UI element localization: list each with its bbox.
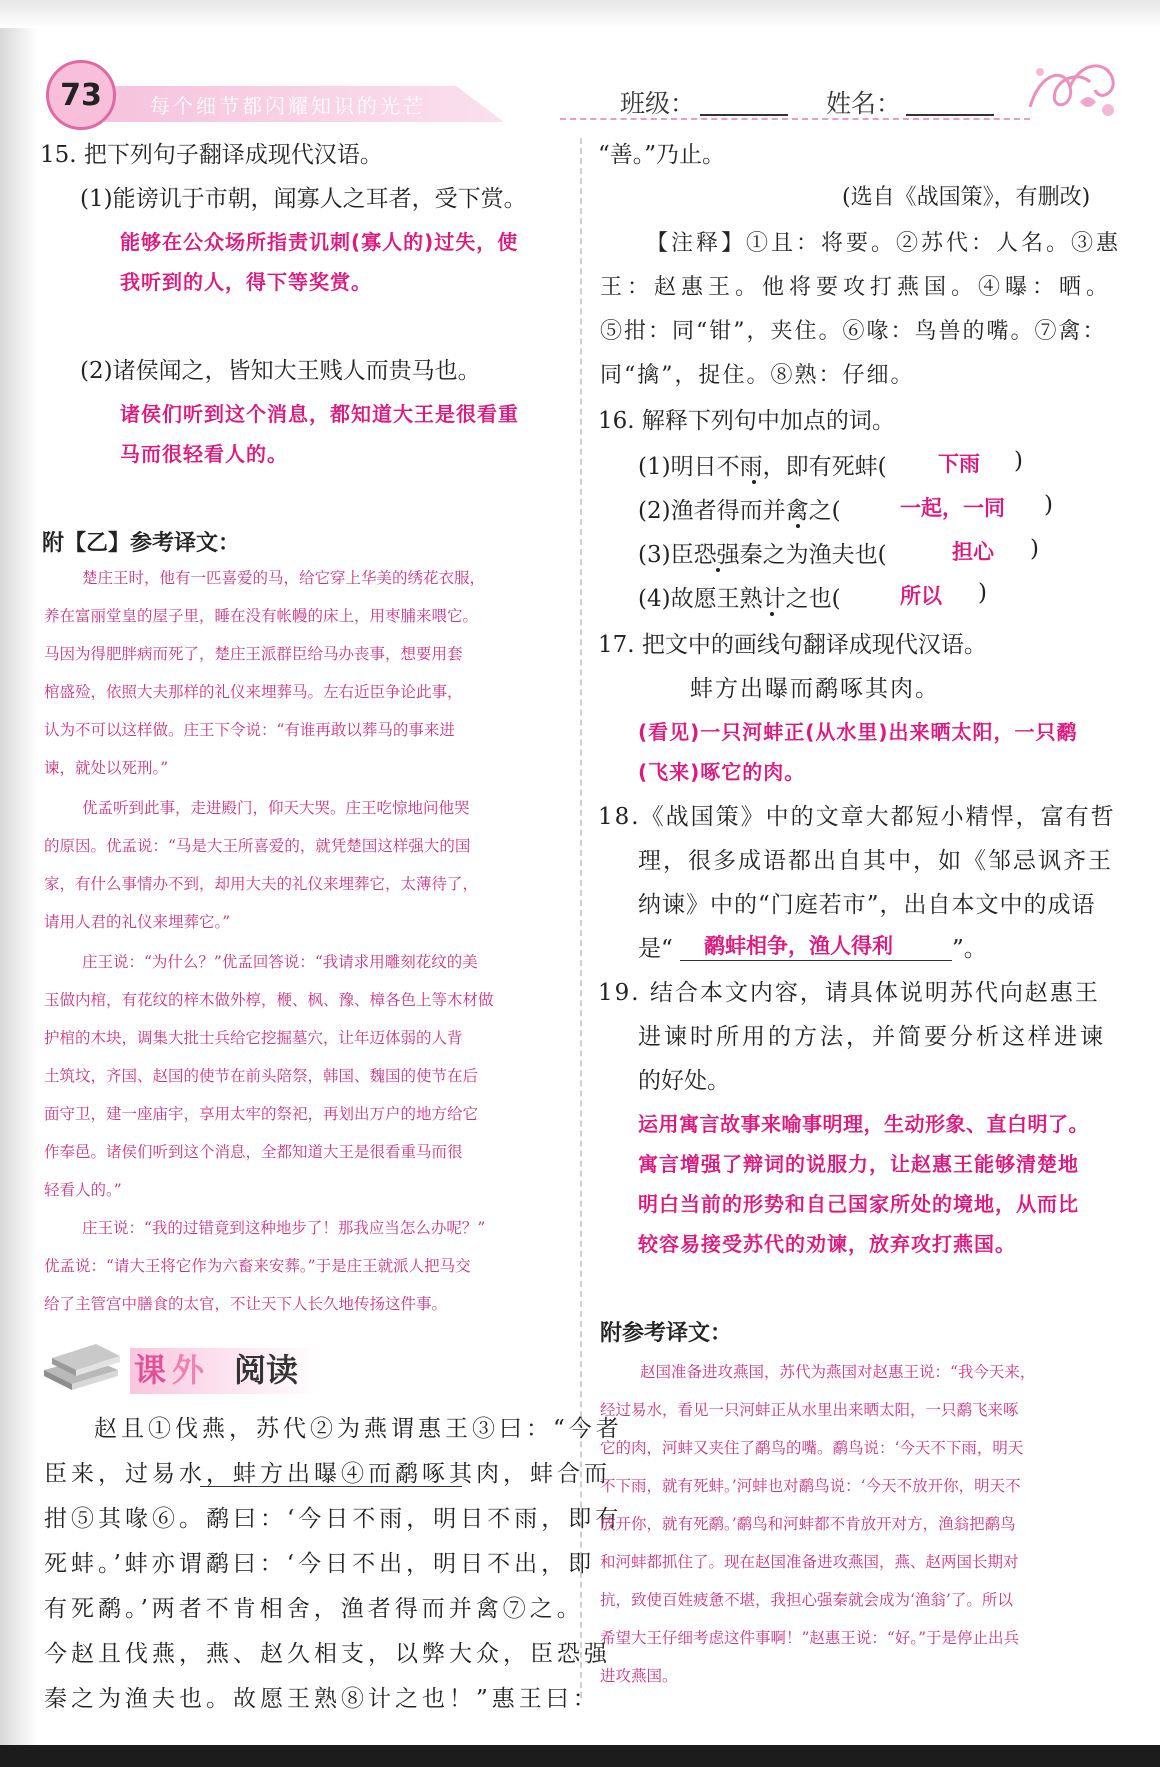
q18-line: 18.《战国策》中的文章大都短小精悍，富有哲 (598, 804, 1116, 830)
ref-b-line: 不下雨，就有死蚌。’河蚌也对鹬鸟说：‘今天不放开你，明天不 (600, 1477, 1021, 1495)
q18-prefix: 是“ (638, 936, 673, 962)
emphasis-dot (716, 568, 720, 572)
motto-text: 每个细节都闪耀知识的光芒 (150, 94, 426, 118)
passage-line: 有死鹬。’两者不肯相舍，渔者得而并禽⑦之。 (44, 1596, 584, 1622)
passage-end: “善。”乃止。 (598, 142, 726, 168)
notes-line: 同“擒”，捉住。⑧熟：仔细。 (600, 363, 915, 388)
ref-a-line: 护棺的木块，调集大批士兵给它挖掘墓穴，让年迈体弱的人背 (44, 1029, 463, 1047)
q18-suffix: ”。 (952, 936, 987, 962)
q19-answer-line: 明白当前的形势和自己国家所处的境地，从而比 (638, 1192, 1079, 1216)
q15-title: 15. 把下列句子翻译成现代汉语。 (40, 142, 383, 168)
reading-title-rest: 阅读 (234, 1351, 299, 1389)
name-label: 姓名： (826, 89, 902, 118)
ref-a-line: 棺盛殓，依照大夫那样的礼仪来埋葬马。左右近臣争论此事， (44, 683, 463, 701)
q19-answer-line: 运用寓言故事来喻事明理，生动形象、直白明了。 (638, 1112, 1089, 1136)
ref-a-line: 认为不可以这样做。庄王下令说：“有谁再敢以葬马的事来进 (44, 721, 455, 739)
q16-item-question: (1)明日不雨，即有死蚌( (638, 454, 887, 480)
ref-a-title: 附【乙】参考译文： (42, 531, 241, 556)
q18-answer: 鹬蚌相争，渔人得利 (704, 934, 893, 958)
q16-item-close: ) (1030, 536, 1039, 562)
q15-1-question: (1)能谤讥于市朝，闻寡人之耳者，受下赏。 (80, 186, 527, 212)
ref-a-line: 优孟说：“请大王将它作为六畜来安葬。”于是庄王就派人把马交 (44, 1257, 471, 1275)
class-label: 班级： (620, 89, 696, 118)
ref-a-line: 轻看人的。” (44, 1181, 122, 1199)
q16-item-close: ) (1044, 492, 1053, 518)
passage-underline (200, 1486, 462, 1487)
q18-answer-line (680, 960, 952, 961)
ref-b-line: 经过易水，看见一只河蚌正从水里出来晒太阳，一只鹬飞来啄 (600, 1401, 1019, 1419)
q18-line: 理，很多成语都出自其中，如《邹忌讽齐王 (638, 848, 1113, 874)
notes-line: ⑤拑：同“钳”，夹住。⑥喙：鸟兽的嘴。⑦禽： (600, 319, 1107, 344)
ref-a-line: 庄王说：“为什么？”优孟回答说：“我请求用雕刻花纹的美 (82, 953, 478, 971)
passage-line: 死蚌。’蚌亦谓鹬曰：‘今日不出，明日不出，即 (44, 1551, 596, 1577)
q16-item-answer: 下雨 (938, 452, 980, 476)
q15-2-answer-line: 马而很轻看人的。 (120, 442, 288, 466)
ref-a-line: 的原因。优孟说：“马是大王所喜爱的，就凭楚国这样强大的国 (44, 837, 471, 855)
q16-item-question: (3)臣恐强秦之为渔夫也( (638, 542, 887, 568)
q16-title: 16. 解释下列句中加点的词。 (598, 408, 895, 434)
passage-line: 秦之为渔夫也。故愿王熟⑧计之也！”惠王曰： (44, 1686, 600, 1712)
notes-line: 王：赵惠王。他将要攻打燕国。④曝：晒。 (600, 275, 1114, 300)
q16-item-answer: 所以 (900, 584, 942, 608)
q16-item-close: ) (1014, 448, 1023, 474)
passage-line: 拑⑤其喙⑥。鹬曰：‘今日不雨，明日不雨，即有 (44, 1506, 623, 1532)
passage-line: 赵且①伐燕，苏代②为燕谓惠王③曰：“今者 (94, 1416, 623, 1442)
ref-a-line: 优孟听到此事，走进殿门，仰天大哭。庄王吃惊地问他哭 (82, 799, 470, 817)
ref-b-line: 它的肉，河蚌又夹住了鹬鸟的嘴。鹬鸟说：‘今天不下雨，明天 (600, 1439, 1024, 1457)
ref-a-line: 请用人君的礼仪来埋葬它。” (44, 913, 231, 931)
ref-b-line: 进攻燕国。 (600, 1667, 678, 1685)
ref-b-line: 和河蚌都抓住了。现在赵国准备进攻燕国，燕、赵两国长期对 (600, 1553, 1019, 1571)
q15-1-answer-line: 能够在公众场所指责讥刺(寡人的)过失，使 (120, 230, 519, 254)
emphasis-dot (796, 524, 800, 528)
q17-title: 17. 把文中的画线句翻译成现代汉语。 (598, 632, 987, 658)
class-blank (700, 114, 788, 116)
q15-1-answer-line: 我听到的人，得下等奖赏。 (120, 270, 372, 294)
q15-2-question: (2)诸侯闻之，皆知大王贱人而贵马也。 (80, 358, 481, 384)
q19-line: 19. 结合本文内容，请具体说明苏代向赵惠王 (598, 980, 1100, 1006)
ref-b-line: 抗，致使百姓疲惫不堪，我担心强秦就会成为‘渔翁’了。所以 (600, 1591, 1013, 1609)
ref-a-line: 庄王说：“我的过错竟到这种地步了！那我应当怎么办呢？” (82, 1219, 486, 1237)
q19-line: 进谏时所用的方法，并简要分析这样进谏 (638, 1024, 1106, 1050)
ref-a-line: 面守卫，建一座庙宇，享用太牢的祭祀，再划出万户的地方给它 (44, 1105, 479, 1123)
ref-a-line: 楚庄王时，他有一匹喜爱的马，给它穿上华美的绣花衣服， (82, 569, 486, 587)
reading-title-ke: 课 (134, 1351, 167, 1389)
q16-item-answer: 一起，一同 (900, 496, 1005, 520)
q18-line: 纳谏》中的“门庭若市”，出自本文中的成语 (638, 892, 1096, 918)
q19-answer-line: 较容易接受苏代的劝谏，放弃攻打燕国。 (638, 1232, 1016, 1256)
reading-title-wai: 外 (172, 1351, 205, 1389)
ref-a-line: 土筑坟，齐国、赵国的使节在前头陪祭，韩国、魏国的使节在后 (44, 1067, 479, 1085)
q17-answer-line: (看见)一只河蚌正(从水里)出来晒太阳，一只鹬 (638, 720, 1078, 744)
q19-line: 的好处。 (638, 1068, 730, 1094)
ref-a-line: 给了主管宫中膳食的太官，不让天下人长久地传扬这件事。 (44, 1295, 448, 1313)
ref-b-line: 希望大王仔细考虑这件事啊！”赵惠王说：“好。”于是停止出兵 (600, 1629, 1020, 1647)
ref-b-line: 放开你，就有死鹬。’鹬鸟和河蚌都不肯放开对方，渔翁把鹬鸟 (600, 1515, 1016, 1533)
q16-item-question: (2)渔者得而并禽之( (638, 498, 841, 524)
ref-a-line: 谏，就处以死刑。” (44, 759, 169, 777)
ref-a-line: 养在富丽堂皇的屋子里，睡在没有帐幔的床上，用枣脯来喂它。 (44, 607, 479, 625)
q17-answer-line: (飞来)啄它的肉。 (638, 760, 806, 784)
passage-line: 今赵且伐燕，燕、赵久相支，以弊大众，臣恐强 (44, 1641, 611, 1667)
q16-item-question: (4)故愿王熟计之也( (638, 586, 841, 612)
emphasis-dot (770, 612, 774, 616)
ref-a-line: 马因为得肥胖病而死了，楚庄王派群臣给马办丧事，想要用套 (44, 645, 463, 663)
books-icon (40, 1330, 122, 1392)
notes-line: 【注释】①且：将要。②苏代：人名。③惠 (646, 231, 1122, 256)
passage-line: 臣来，过易水，蚌方出曝④而鹬啄其肉，蚌合而 (44, 1461, 611, 1487)
emphasis-dot (752, 480, 756, 484)
q17-sentence: 蚌方出曝而鹬啄其肉。 (690, 676, 940, 702)
q19-answer-line: 寓言增强了辩词的说服力，让赵惠王能够清楚地 (638, 1152, 1079, 1176)
ref-a-line: 玉做内棺，有花纹的梓木做外椁，楩、枫、豫、樟各色上等木材做 (44, 991, 494, 1009)
flourish-ornament-icon (1020, 52, 1120, 122)
q15-2-answer-line: 诸侯们听到这个消息，都知道大王是很看重 (120, 402, 519, 426)
page-number: 73 (46, 60, 116, 130)
ref-a-line: 作奉邑。诸侯们听到这个消息，全都知道大王是很看重马而很 (44, 1143, 463, 1161)
q16-item-close: ) (978, 580, 987, 606)
ref-b-title: 附参考译文： (600, 1321, 733, 1346)
source-note: (选自《战国策》，有删改) (842, 185, 1091, 210)
q16-item-answer: 担心 (952, 540, 994, 564)
ref-b-line: 赵国准备进攻燕国，苏代为燕国对赵惠王说：“我今天来， (640, 1363, 1036, 1381)
ref-a-line: 家，有什么事情办不到，却用大夫的礼仪来埋葬它，太薄待了， (44, 875, 479, 893)
name-blank (906, 114, 994, 116)
